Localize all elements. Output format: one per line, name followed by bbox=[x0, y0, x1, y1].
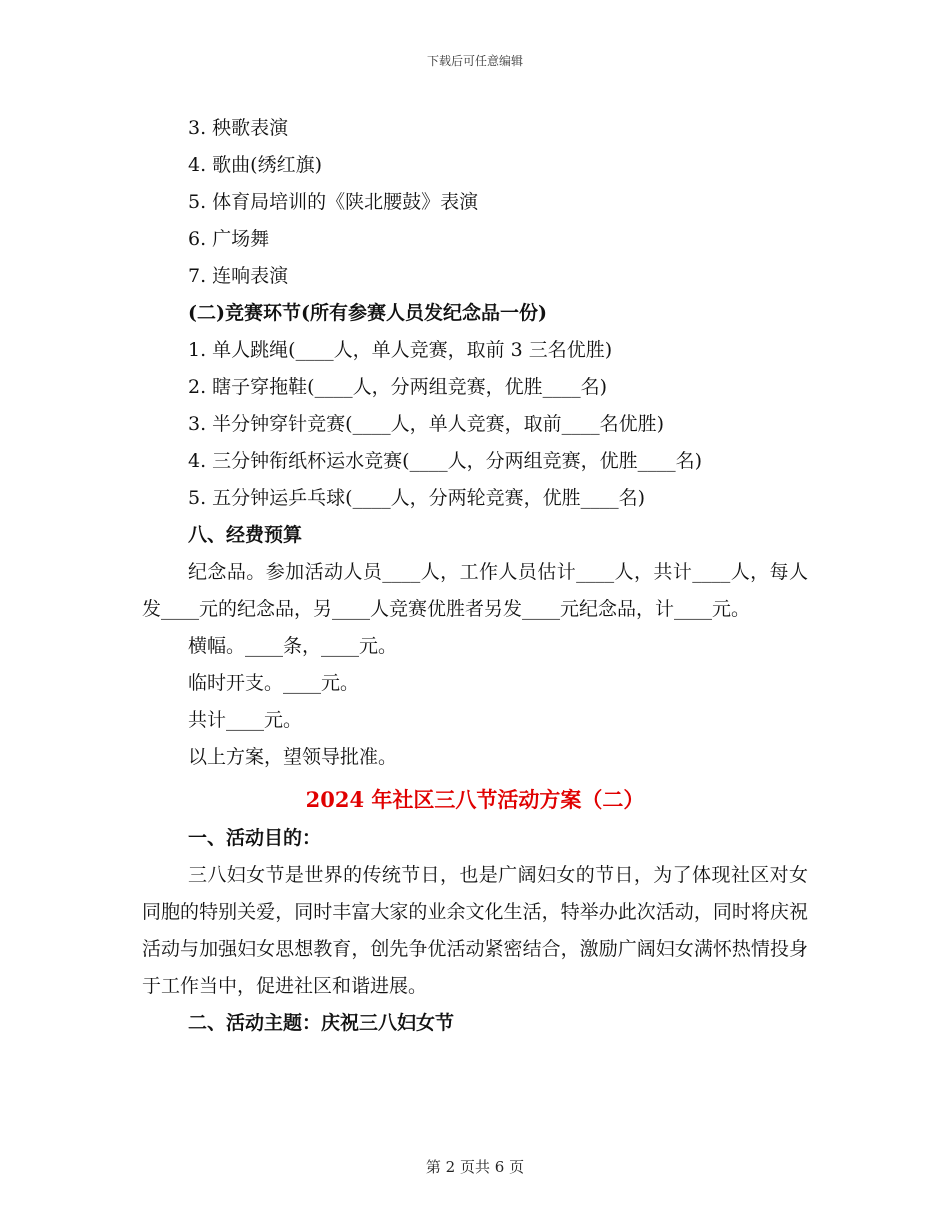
list-item: 3. 秧歌表演 bbox=[188, 117, 289, 139]
section-heading-competition: (二)竞赛环节(所有参赛人员发纪念品一份) bbox=[188, 302, 547, 324]
list-item: 5. 体育局培训的《陕北腰鼓》表演 bbox=[188, 191, 479, 213]
list-item: 4. 三分钟衔纸杯运水竞赛(____人，分两组竞赛，优胜____名) bbox=[188, 450, 702, 472]
purpose-paragraph: 三八妇女节是世界的传统节日，也是广阔妇女的节日，为了体现社区对女同胞的特别关爱，同时丰富大家的业余文化生活，特举办此次活动，同时将庆祝活动与加强妇女思想教育，创先争优活动紧密结合，激励广阔妇女满怀热情投身于工作当中，促进社区和谐进展。 bbox=[142, 864, 808, 997]
list-item: 4. 歌曲(绣红旗) bbox=[188, 154, 322, 176]
page-header: 下载后可任意编辑 bbox=[426, 54, 523, 68]
budget-paragraph: 纪念品。参加活动人员____人，工作人员估计____人，共计____人，每人发____元的纪念品，另____人竞赛优胜者另发____元纪念品，计____元。 bbox=[142, 561, 808, 620]
list-item: 7. 连响表演 bbox=[188, 265, 289, 287]
page-footer: 第 2 页共 6 页 bbox=[425, 1158, 525, 1176]
list-item: 2. 瞎子穿拖鞋(____人，分两组竞赛，优胜____名) bbox=[188, 376, 607, 398]
list-item: 6. 广场舞 bbox=[188, 228, 270, 250]
list-item: 5. 五分钟运乒乓球(____人，分两轮竞赛，优胜____名) bbox=[188, 487, 645, 509]
list-item: 1. 单人跳绳(____人，单人竞赛，取前 3 三名优胜) bbox=[188, 339, 613, 361]
section-heading-budget: 八、经费预算 bbox=[188, 524, 303, 546]
budget-line: 共计____元。 bbox=[188, 709, 303, 731]
section-heading-purpose: 一、活动目的： bbox=[188, 827, 322, 849]
budget-line: 临时开支。____元。 bbox=[188, 672, 360, 694]
budget-line: 横幅。____条，____元。 bbox=[188, 635, 398, 657]
document-title: 2024 年社区三八节活动方案（二） bbox=[305, 787, 645, 812]
section-heading-theme: 二、活动主题：庆祝三八妇女节 bbox=[188, 1012, 455, 1034]
document-body bbox=[142, 110, 808, 1042]
closing-line: 以上方案，望领导批准。 bbox=[188, 746, 398, 768]
list-item: 3. 半分钟穿针竞赛(____人，单人竞赛，取前____名优胜) bbox=[188, 413, 664, 435]
